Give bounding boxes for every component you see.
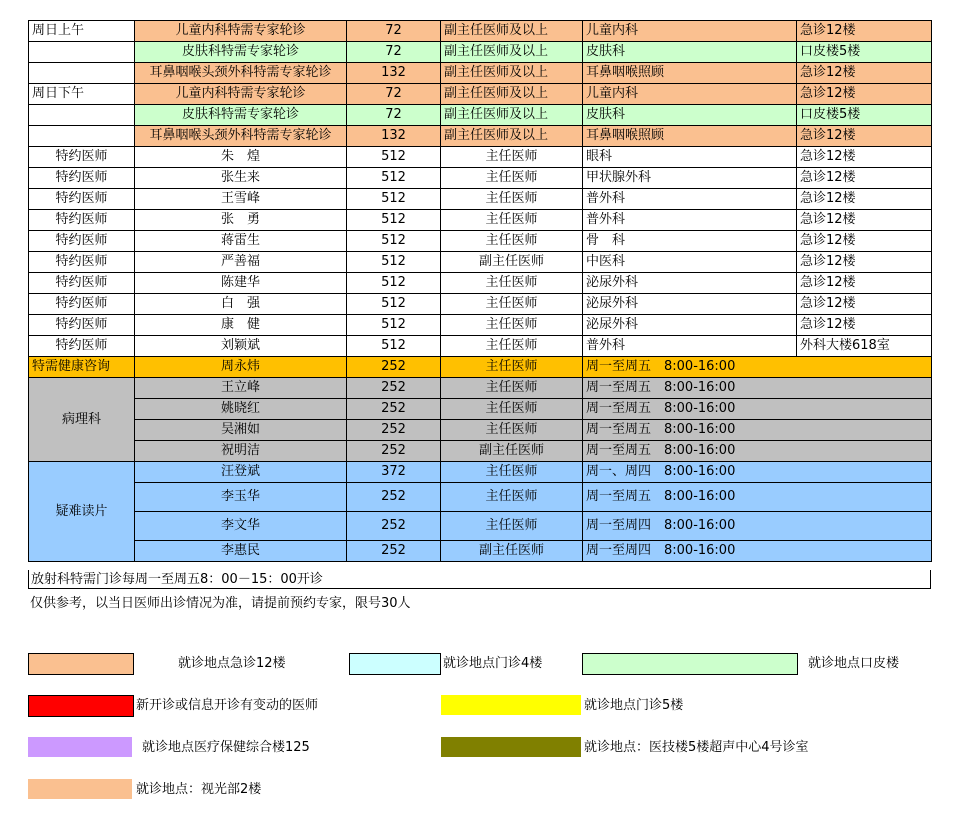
- doctor-name-cell: 张 勇: [135, 210, 347, 231]
- doctor-name-cell: 严善福: [135, 252, 347, 273]
- doctor-name-cell: 姚晓红: [135, 399, 347, 420]
- group-cell: [29, 42, 135, 63]
- table-row: [29, 462, 932, 483]
- schedule-table: [28, 20, 932, 562]
- schedule-cell: 周一至周五 8:00-16:00: [583, 399, 932, 420]
- group-cell: 特约医师: [29, 210, 135, 231]
- title-cell: 副主任医师: [441, 252, 583, 273]
- doctor-name-cell: 朱 煌: [135, 147, 347, 168]
- title-cell: 主任医师: [441, 357, 583, 378]
- doctor-name-cell: 白 强: [135, 294, 347, 315]
- location-cell: 口皮楼5楼: [797, 105, 932, 126]
- fee-cell: 252: [347, 441, 441, 462]
- fee-cell: 512: [347, 231, 441, 252]
- group-cell: 特约医师: [29, 273, 135, 294]
- schedule-cell: 周一、周四 8:00-16:00: [583, 462, 932, 483]
- title-cell: 主任医师: [441, 189, 583, 210]
- legend-swatch-oral: [582, 653, 798, 675]
- location-cell: 急诊12楼: [797, 168, 932, 189]
- location-cell: 外科大楼618室: [797, 336, 932, 357]
- title-cell: 主任医师: [441, 294, 583, 315]
- table-row: [29, 147, 932, 168]
- specialty-cell: 皮肤科: [583, 105, 797, 126]
- title-cell: 副主任医师及以上: [441, 105, 583, 126]
- title-cell: 主任医师: [441, 273, 583, 294]
- title-cell: 主任医师: [441, 462, 583, 483]
- fee-cell: 252: [347, 357, 441, 378]
- fee-cell: 72: [347, 84, 441, 105]
- title-cell: 主任医师: [441, 483, 583, 512]
- group-cell: [29, 63, 135, 84]
- location-cell: 急诊12楼: [797, 273, 932, 294]
- fee-cell: 252: [347, 541, 441, 562]
- specialty-cell: 儿童内科: [583, 21, 797, 42]
- doctor-name-cell: 李文华: [135, 512, 347, 541]
- table-row: [29, 357, 932, 378]
- title-cell: 主任医师: [441, 420, 583, 441]
- radiology-footnote: 放射科特需门诊每周一至周五8：00－15：00开诊: [28, 570, 931, 589]
- doctor-name-cell: 李玉华: [135, 483, 347, 512]
- doctor-name-cell: 周永炜: [135, 357, 347, 378]
- location-cell: 急诊12楼: [797, 147, 932, 168]
- group-cell: 特约医师: [29, 336, 135, 357]
- specialty-cell: 泌尿外科: [583, 315, 797, 336]
- table-row: [29, 231, 932, 252]
- legend-swatch-outpatient5: [441, 695, 581, 715]
- fee-cell: 72: [347, 21, 441, 42]
- doctor-name-cell: 康 健: [135, 315, 347, 336]
- location-cell: 急诊12楼: [797, 126, 932, 147]
- specialty-cell: 耳鼻咽喉照顾: [583, 126, 797, 147]
- schedule-cell: 周一至周五 8:00-16:00: [583, 483, 932, 512]
- title-cell: 主任医师: [441, 168, 583, 189]
- group-cell: 特约医师: [29, 168, 135, 189]
- specialty-cell: 泌尿外科: [583, 294, 797, 315]
- fee-cell: 512: [347, 294, 441, 315]
- table-row: [29, 273, 932, 294]
- schedule-cell: 周一至周五 8:00-16:00: [583, 378, 932, 399]
- fee-cell: 512: [347, 147, 441, 168]
- specialty-cell: 眼科: [583, 147, 797, 168]
- schedule-cell: 周一至周五 8:00-16:00: [583, 420, 932, 441]
- fee-cell: 252: [347, 512, 441, 541]
- department-cell: 皮肤科特需专家轮诊: [135, 42, 347, 63]
- group-cell: [29, 126, 135, 147]
- table-row: [29, 105, 932, 126]
- department-cell: 耳鼻咽喉头颈外科特需专家轮诊: [135, 126, 347, 147]
- table-row: [29, 441, 932, 462]
- specialty-cell: 泌尿外科: [583, 273, 797, 294]
- table-row: [29, 336, 932, 357]
- title-cell: 主任医师: [441, 315, 583, 336]
- doctor-name-cell: 汪登斌: [135, 462, 347, 483]
- location-cell: 急诊12楼: [797, 294, 932, 315]
- location-cell: 口皮楼5楼: [797, 42, 932, 63]
- department-cell: 耳鼻咽喉头颈外科特需专家轮诊: [135, 63, 347, 84]
- doctor-name-cell: 李惠民: [135, 541, 347, 562]
- title-cell: 主任医师: [441, 336, 583, 357]
- title-cell: 副主任医师及以上: [441, 42, 583, 63]
- legend-swatch-emergency12: [28, 653, 134, 675]
- group-cell: 特约医师: [29, 147, 135, 168]
- group-cell: [29, 105, 135, 126]
- table-row: [29, 168, 932, 189]
- group-cell: 周日上午: [29, 21, 135, 42]
- table-row: [29, 399, 932, 420]
- doctor-name-cell: 蒋雷生: [135, 231, 347, 252]
- group-cell: 特需健康咨询: [29, 357, 135, 378]
- fee-cell: 512: [347, 210, 441, 231]
- doctor-name-cell: 祝明洁: [135, 441, 347, 462]
- fee-cell: 132: [347, 63, 441, 84]
- doctor-name-cell: 王立峰: [135, 378, 347, 399]
- title-cell: 副主任医师: [441, 541, 583, 562]
- table-row: [29, 541, 932, 562]
- location-cell: 急诊12楼: [797, 63, 932, 84]
- title-cell: 副主任医师及以上: [441, 21, 583, 42]
- fee-cell: 252: [347, 378, 441, 399]
- doctor-name-cell: 陈建华: [135, 273, 347, 294]
- group-cell: 特约医师: [29, 315, 135, 336]
- group-cell: 病理科: [29, 378, 135, 462]
- location-cell: 急诊12楼: [797, 231, 932, 252]
- title-cell: 主任医师: [441, 512, 583, 541]
- table-row: [29, 63, 932, 84]
- fee-cell: 512: [347, 315, 441, 336]
- department-cell: 儿童内科特需专家轮诊: [135, 21, 347, 42]
- legend-label-oral: 就诊地点口皮楼: [808, 656, 900, 671]
- title-cell: 主任医师: [441, 210, 583, 231]
- table-row: [29, 189, 932, 210]
- location-cell: 急诊12楼: [797, 210, 932, 231]
- group-cell: 特约医师: [29, 231, 135, 252]
- fee-cell: 252: [347, 483, 441, 512]
- table-row: [29, 483, 932, 512]
- table-row: [29, 252, 932, 273]
- title-cell: 副主任医师及以上: [441, 126, 583, 147]
- specialty-cell: 耳鼻咽喉照顾: [583, 63, 797, 84]
- fee-cell: 512: [347, 336, 441, 357]
- schedule-cell: 周一至周四 8:00-16:00: [583, 541, 932, 562]
- fee-cell: 72: [347, 105, 441, 126]
- schedule-cell: 周一至周五 8:00-16:00: [583, 441, 932, 462]
- table-row: [29, 126, 932, 147]
- fee-cell: 512: [347, 273, 441, 294]
- table-row: [29, 210, 932, 231]
- title-cell: 主任医师: [441, 378, 583, 399]
- legend-label-vision2: 就诊地点：视光部2楼: [136, 782, 262, 797]
- legend-label-new-changed: 新开诊或信息开诊有变动的医师: [136, 698, 319, 713]
- legend-label-emergency12: 就诊地点急诊12楼: [178, 656, 286, 671]
- location-cell: 急诊12楼: [797, 21, 932, 42]
- fee-cell: 512: [347, 252, 441, 273]
- table-row: [29, 420, 932, 441]
- table-row: [29, 21, 932, 42]
- location-cell: 急诊12楼: [797, 252, 932, 273]
- table-row: [29, 315, 932, 336]
- specialty-cell: 皮肤科: [583, 42, 797, 63]
- legend-label-ultrasound: 就诊地点：医技楼5楼超声中心4号诊室: [584, 740, 809, 755]
- legend-swatch-ultrasound: [441, 737, 581, 757]
- doctor-name-cell: 王雪峰: [135, 189, 347, 210]
- specialty-cell: 甲状腺外科: [583, 168, 797, 189]
- fee-cell: 252: [347, 420, 441, 441]
- location-cell: 急诊12楼: [797, 189, 932, 210]
- fee-cell: 372: [347, 462, 441, 483]
- fee-cell: 252: [347, 399, 441, 420]
- doctor-name-cell: 吴湘如: [135, 420, 347, 441]
- table-row: [29, 512, 932, 541]
- department-cell: 儿童内科特需专家轮诊: [135, 84, 347, 105]
- group-cell: 特约医师: [29, 189, 135, 210]
- table-row: [29, 42, 932, 63]
- legend-swatch-outpatient4: [349, 653, 441, 675]
- disclaimer-note: 仅供参考，以当日医师出诊情况为准，请提前预约专家，限号30人: [30, 596, 411, 611]
- fee-cell: 132: [347, 126, 441, 147]
- fee-cell: 72: [347, 42, 441, 63]
- doctor-name-cell: 张生来: [135, 168, 347, 189]
- doctor-name-cell: 刘颖斌: [135, 336, 347, 357]
- legend-label-outpatient5: 就诊地点门诊5楼: [584, 698, 684, 713]
- group-cell: 特约医师: [29, 252, 135, 273]
- title-cell: 主任医师: [441, 399, 583, 420]
- schedule-cell: 周一至周五 8:00-16:00: [583, 357, 932, 378]
- title-cell: 主任医师: [441, 147, 583, 168]
- specialty-cell: 普外科: [583, 336, 797, 357]
- legend-swatch-vision2: [28, 779, 132, 799]
- title-cell: 主任医师: [441, 231, 583, 252]
- specialty-cell: 普外科: [583, 189, 797, 210]
- fee-cell: 512: [347, 189, 441, 210]
- specialty-cell: 儿童内科: [583, 84, 797, 105]
- location-cell: 急诊12楼: [797, 315, 932, 336]
- department-cell: 皮肤科特需专家轮诊: [135, 105, 347, 126]
- title-cell: 副主任医师及以上: [441, 63, 583, 84]
- title-cell: 副主任医师: [441, 441, 583, 462]
- group-cell: 周日下午: [29, 84, 135, 105]
- fee-cell: 512: [347, 168, 441, 189]
- schedule-cell: 周一至周四 8:00-16:00: [583, 512, 932, 541]
- location-cell: 急诊12楼: [797, 84, 932, 105]
- specialty-cell: 中医科: [583, 252, 797, 273]
- specialty-cell: 普外科: [583, 210, 797, 231]
- table-row: [29, 378, 932, 399]
- group-cell: 特约医师: [29, 294, 135, 315]
- group-cell: 疑难读片: [29, 462, 135, 562]
- legend-swatch-new-changed: [28, 695, 134, 717]
- legend-label-health125: 就诊地点医疗保健综合楼125: [142, 740, 310, 755]
- table-row: [29, 294, 932, 315]
- table-row: [29, 84, 932, 105]
- specialty-cell: 骨 科: [583, 231, 797, 252]
- legend-swatch-health125: [28, 737, 132, 757]
- legend-label-outpatient4: 就诊地点门诊4楼: [443, 656, 543, 671]
- title-cell: 副主任医师及以上: [441, 84, 583, 105]
